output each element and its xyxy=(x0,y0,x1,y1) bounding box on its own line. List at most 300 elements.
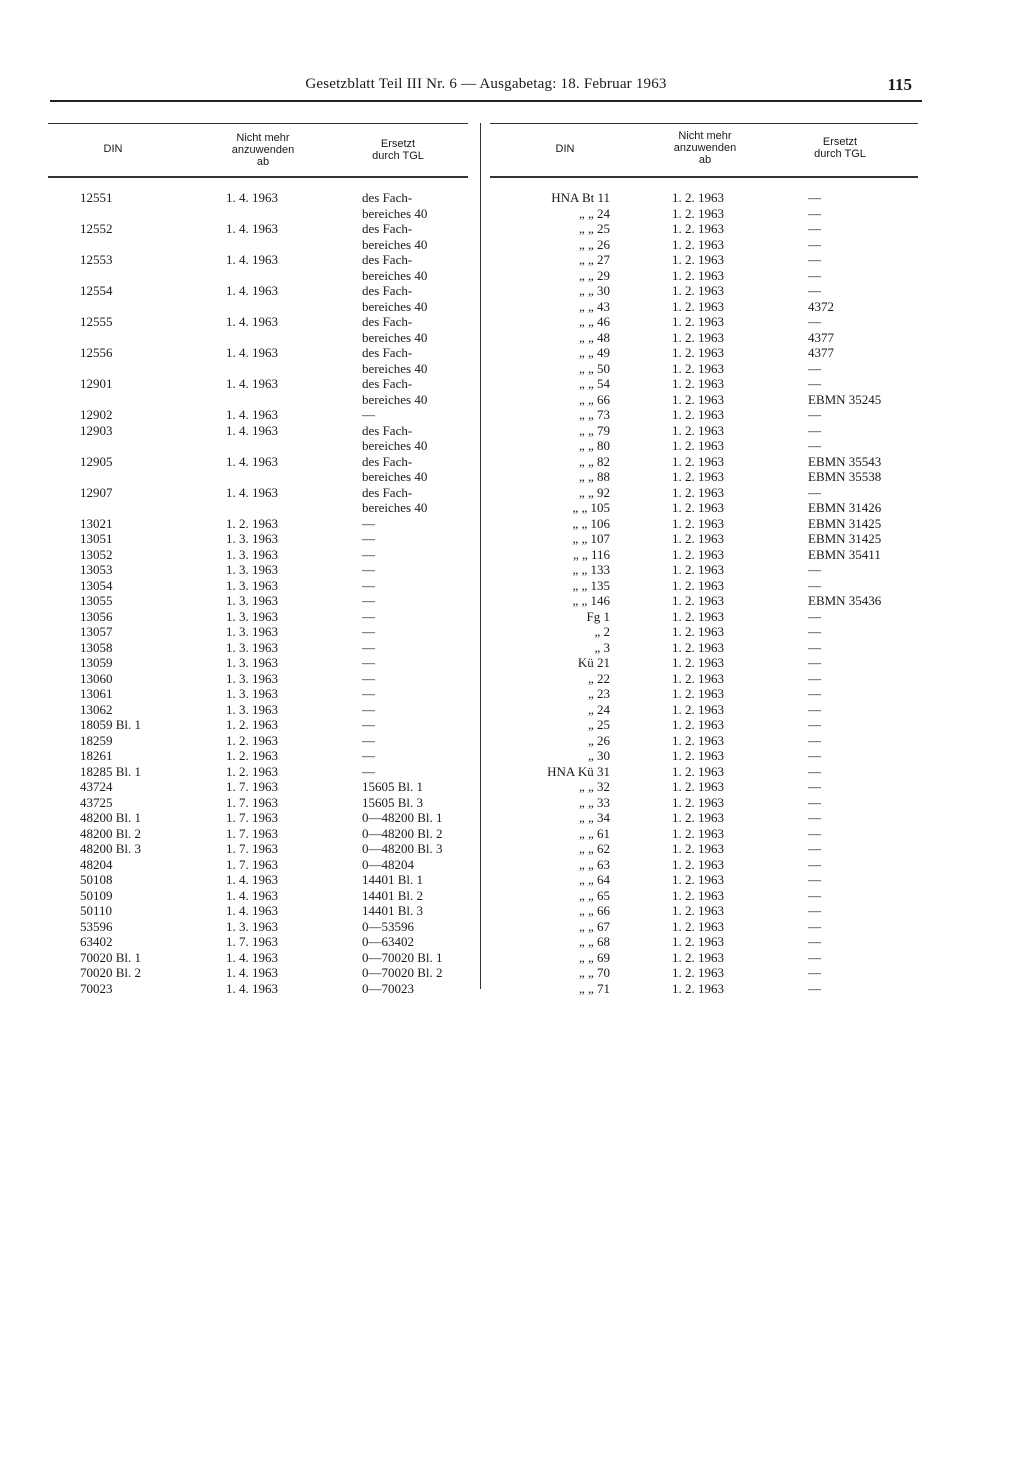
table-row xyxy=(48,562,468,578)
tgl-cell: bereiches 40 xyxy=(362,438,428,453)
table-row xyxy=(490,981,918,997)
date-cell: 1. 3. 1963 xyxy=(226,701,278,717)
din-cell: „ „ 62 xyxy=(578,841,610,856)
din-cell: „ „ 27 xyxy=(578,252,610,267)
table-row xyxy=(490,640,918,656)
table-row xyxy=(48,516,468,532)
tgl-cell: 14401 Bl. 2 xyxy=(362,887,424,903)
date-cell: 1. 2. 1963 xyxy=(672,701,724,717)
tgl-cell: — xyxy=(808,810,821,825)
date-cell: 1. 7. 1963 xyxy=(226,934,278,949)
tgl-cell: — xyxy=(362,748,375,763)
date-cell: 1. 2. 1963 xyxy=(226,515,278,531)
din-cell: 13053 xyxy=(80,562,113,577)
din-cell: 48200 Bl. 1 xyxy=(80,810,142,825)
tgl-cell: 0—53596 xyxy=(362,918,414,934)
tgl-cell: — xyxy=(808,190,821,205)
table-row xyxy=(490,950,918,966)
date-cell: 1. 4. 1963 xyxy=(226,376,278,391)
date-cell: 1. 7. 1963 xyxy=(226,856,278,872)
table-row xyxy=(48,593,468,609)
table-row xyxy=(490,268,918,284)
tgl-cell: bereiches 40 xyxy=(362,469,428,484)
din-cell: „ „ 30 xyxy=(578,283,610,298)
date-cell: 1. 4. 1963 xyxy=(226,980,278,996)
table-row xyxy=(48,702,468,718)
date-cell: 1. 2. 1963 xyxy=(672,577,724,593)
din-cell: „ „ 82 xyxy=(578,453,610,469)
date-cell: 1. 4. 1963 xyxy=(226,407,278,422)
date-cell: 1. 3. 1963 xyxy=(226,593,278,608)
date-cell: 1. 3. 1963 xyxy=(226,670,278,686)
date-cell: 1. 2. 1963 xyxy=(672,314,724,329)
table-row xyxy=(48,810,468,826)
tgl-cell: — xyxy=(362,562,375,577)
date-cell: 1. 2. 1963 xyxy=(672,252,724,267)
table-row xyxy=(48,407,468,423)
date-cell: 1. 2. 1963 xyxy=(672,531,724,546)
table-row xyxy=(490,810,918,826)
page-title: Gesetzblatt Teil III Nr. 6 — Ausgabetag: 18. Februar 1963 xyxy=(305,76,667,92)
tgl-cell: — xyxy=(808,965,821,980)
date-cell: 1. 2. 1963 xyxy=(226,763,278,779)
din-cell: 12902 xyxy=(80,407,113,422)
table-row xyxy=(490,190,918,206)
date-cell: 1. 2. 1963 xyxy=(672,422,724,438)
column-header-tgl: Ersetzt durch TGL xyxy=(372,138,424,162)
date-cell: 1. 2. 1963 xyxy=(672,438,724,453)
date-cell: 1. 3. 1963 xyxy=(226,531,278,546)
table-row xyxy=(48,934,468,950)
din-cell: „ „ 34 xyxy=(578,810,610,825)
date-cell: 1. 2. 1963 xyxy=(672,593,724,608)
table-header xyxy=(48,123,468,178)
tgl-cell: — xyxy=(808,422,821,438)
table-row xyxy=(48,314,468,330)
tgl-cell: EBMN 35245 xyxy=(808,391,882,407)
date-cell: 1. 4. 1963 xyxy=(226,190,278,205)
tgl-cell: EBMN 31425 xyxy=(808,515,882,531)
date-cell: 1. 3. 1963 xyxy=(226,918,278,934)
table-row xyxy=(490,593,918,609)
table-row xyxy=(490,671,918,687)
date-cell: 1. 2. 1963 xyxy=(672,934,724,949)
din-cell: „ „ 67 xyxy=(578,918,610,934)
tgl-cell: — xyxy=(808,407,821,422)
date-cell: 1. 4. 1963 xyxy=(226,422,278,438)
date-cell: 1. 7. 1963 xyxy=(226,794,278,810)
din-cell: 13052 xyxy=(80,546,113,562)
table-row xyxy=(490,702,918,718)
tgl-cell: — xyxy=(808,717,821,732)
tgl-cell: — xyxy=(808,872,821,887)
column-header-din: DIN xyxy=(103,143,123,155)
din-cell: 13054 xyxy=(80,577,113,593)
table-row xyxy=(48,857,468,873)
table-row xyxy=(490,795,918,811)
tgl-cell: bereiches 40 xyxy=(362,236,428,252)
date-cell: 1. 7. 1963 xyxy=(226,825,278,841)
tgl-cell: 0—70020 Bl. 2 xyxy=(362,965,443,980)
date-cell: 1. 2. 1963 xyxy=(672,190,724,205)
tgl-cell: — xyxy=(808,562,821,577)
table-row xyxy=(48,206,468,222)
table-row xyxy=(490,392,918,408)
table-row xyxy=(48,981,468,997)
table-row xyxy=(490,283,918,299)
date-cell: 1. 2. 1963 xyxy=(672,841,724,856)
date-cell: 1. 2. 1963 xyxy=(672,670,724,686)
date-cell: 1. 2. 1963 xyxy=(672,453,724,469)
table-row xyxy=(490,485,918,501)
table-row xyxy=(48,547,468,563)
tgl-cell: — xyxy=(362,655,375,670)
table-row xyxy=(48,655,468,671)
din-cell: „ „ 66 xyxy=(578,903,610,918)
tgl-cell: — xyxy=(808,438,821,453)
date-cell: 1. 2. 1963 xyxy=(672,732,724,748)
din-cell: „ „ 43 xyxy=(578,298,610,314)
date-cell: 1. 2. 1963 xyxy=(672,500,724,515)
date-cell: 1. 2. 1963 xyxy=(672,236,724,252)
table-row xyxy=(48,221,468,237)
date-cell: 1. 2. 1963 xyxy=(672,391,724,407)
table-row xyxy=(490,330,918,346)
din-cell: „ 25 xyxy=(587,717,610,732)
date-cell: 1. 3. 1963 xyxy=(226,562,278,577)
date-cell: 1. 7. 1963 xyxy=(226,810,278,825)
tgl-cell: des Fach- xyxy=(362,345,413,360)
date-cell: 1. 3. 1963 xyxy=(226,686,278,701)
tgl-cell: 4377 xyxy=(808,329,834,345)
table-row xyxy=(48,376,468,392)
date-cell: 1. 2. 1963 xyxy=(672,624,724,639)
tgl-cell: — xyxy=(808,205,821,221)
tgl-cell: — xyxy=(808,748,821,763)
tgl-cell: — xyxy=(362,531,375,546)
din-cell: „ „ 61 xyxy=(578,825,610,841)
table-row xyxy=(48,903,468,919)
column-header-date: Nicht mehr anzuwenden ab xyxy=(673,130,737,166)
din-cell: 12552 xyxy=(80,221,113,236)
din-cell: 12905 xyxy=(80,453,113,469)
tgl-cell: — xyxy=(808,670,821,686)
din-cell: „ 26 xyxy=(587,732,610,748)
din-cell: „ „ 71 xyxy=(578,980,610,996)
din-cell: „ 23 xyxy=(587,686,610,701)
din-cell: 12903 xyxy=(80,422,113,438)
date-cell: 1. 2. 1963 xyxy=(672,329,724,345)
date-cell: 1. 2. 1963 xyxy=(672,949,724,965)
table-row xyxy=(48,392,468,408)
din-cell: „ „ 66 xyxy=(578,391,610,407)
table-row xyxy=(48,190,468,206)
table-row xyxy=(48,748,468,764)
tgl-cell: — xyxy=(362,686,375,701)
date-cell: 1. 2. 1963 xyxy=(672,763,724,779)
table-body xyxy=(490,190,918,996)
din-cell: „ „ 26 xyxy=(578,236,610,252)
table-row xyxy=(48,485,468,501)
table-row xyxy=(48,578,468,594)
tgl-cell: 15605 Bl. 1 xyxy=(362,779,424,794)
table-row xyxy=(48,268,468,284)
din-cell: HNA Bt 11 xyxy=(551,190,610,205)
tgl-cell: — xyxy=(808,779,821,794)
table-row xyxy=(490,438,918,454)
tgl-cell: — xyxy=(362,608,375,624)
din-cell: „ „ 92 xyxy=(578,484,610,500)
date-cell: 1. 4. 1963 xyxy=(226,872,278,887)
din-cell: 12901 xyxy=(80,376,113,391)
tgl-cell: — xyxy=(808,267,821,283)
table-row xyxy=(490,919,918,935)
table-row xyxy=(490,748,918,764)
tgl-cell: bereiches 40 xyxy=(362,360,428,376)
date-cell: 1. 2. 1963 xyxy=(672,407,724,422)
din-cell: 13057 xyxy=(80,624,113,639)
din-cell: 48200 Bl. 2 xyxy=(80,825,142,841)
table-row xyxy=(490,764,918,780)
date-cell: 1. 2. 1963 xyxy=(672,965,724,980)
table-row xyxy=(490,376,918,392)
din-cell: „ „ 48 xyxy=(578,329,610,345)
tgl-cell: — xyxy=(808,763,821,779)
column-divider xyxy=(480,123,481,989)
tgl-cell: — xyxy=(362,717,375,732)
date-cell: 1. 3. 1963 xyxy=(226,608,278,624)
din-cell: „ 24 xyxy=(587,701,610,717)
din-cell: „ 22 xyxy=(587,670,610,686)
tgl-cell: — xyxy=(362,546,375,562)
tgl-cell: — xyxy=(808,360,821,376)
table-row xyxy=(48,872,468,888)
date-cell: 1. 2. 1963 xyxy=(672,779,724,794)
tgl-cell: — xyxy=(808,980,821,996)
din-cell: 50110 xyxy=(80,903,113,918)
tgl-cell: 0—63402 xyxy=(362,934,414,949)
table-row xyxy=(490,609,918,625)
tgl-cell: bereiches 40 xyxy=(362,267,428,283)
table-row xyxy=(48,609,468,625)
table-row xyxy=(48,624,468,640)
table-row xyxy=(48,779,468,795)
date-cell: 1. 2. 1963 xyxy=(672,360,724,376)
date-cell: 1. 3. 1963 xyxy=(226,624,278,639)
din-cell: „ „ 106 xyxy=(572,515,610,531)
tgl-cell: bereiches 40 xyxy=(362,205,428,221)
date-cell: 1. 2. 1963 xyxy=(672,267,724,283)
table-row xyxy=(48,795,468,811)
table-row xyxy=(48,454,468,470)
table-row xyxy=(48,423,468,439)
tgl-cell: — xyxy=(808,283,821,298)
din-cell: 13021 xyxy=(80,515,113,531)
date-cell: 1. 2. 1963 xyxy=(672,515,724,531)
tgl-cell: — xyxy=(808,825,821,841)
page-header xyxy=(50,74,922,102)
date-cell: 1. 2. 1963 xyxy=(672,825,724,841)
table-row xyxy=(490,407,918,423)
tgl-cell: des Fach- xyxy=(362,484,413,500)
table-row xyxy=(48,826,468,842)
din-cell: 53596 xyxy=(80,918,113,934)
din-cell: „ „ 68 xyxy=(578,934,610,949)
tgl-cell: 0—48200 Bl. 3 xyxy=(362,841,443,856)
date-cell: 1. 4. 1963 xyxy=(226,484,278,500)
din-cell: 70020 Bl. 1 xyxy=(80,949,142,965)
tgl-cell: — xyxy=(808,887,821,903)
din-cell: „ „ 88 xyxy=(578,469,610,484)
table-row xyxy=(490,655,918,671)
table-row xyxy=(490,221,918,237)
table-row xyxy=(490,206,918,222)
table-row xyxy=(48,764,468,780)
date-cell: 1. 2. 1963 xyxy=(672,686,724,701)
din-cell: „ „ 107 xyxy=(572,531,610,546)
din-cell: „ „ 46 xyxy=(578,314,610,329)
din-cell: 13060 xyxy=(80,670,113,686)
date-cell: 1. 4. 1963 xyxy=(226,314,278,329)
date-cell: 1. 2. 1963 xyxy=(672,980,724,996)
table-row xyxy=(48,841,468,857)
table-row xyxy=(48,671,468,687)
tgl-cell: des Fach- xyxy=(362,252,413,267)
date-cell: 1. 2. 1963 xyxy=(672,872,724,887)
date-cell: 1. 2. 1963 xyxy=(672,298,724,314)
tgl-cell: bereiches 40 xyxy=(362,298,428,314)
tgl-cell: — xyxy=(808,639,821,655)
din-cell: 12556 xyxy=(80,345,113,360)
tgl-cell: — xyxy=(808,252,821,267)
table-row xyxy=(490,857,918,873)
table-row xyxy=(490,578,918,594)
date-cell: 1. 2. 1963 xyxy=(672,717,724,732)
table-row xyxy=(48,965,468,981)
date-cell: 1. 4. 1963 xyxy=(226,252,278,267)
table-row xyxy=(490,841,918,857)
tgl-cell: — xyxy=(808,221,821,236)
tgl-cell: des Fach- xyxy=(362,376,413,391)
table-row xyxy=(48,438,468,454)
date-cell: 1. 2. 1963 xyxy=(672,469,724,484)
column-header-tgl: Ersetzt durch TGL xyxy=(814,136,866,160)
date-cell: 1. 2. 1963 xyxy=(672,205,724,221)
din-cell: 50108 xyxy=(80,872,113,887)
tgl-cell: — xyxy=(362,577,375,593)
tgl-cell: — xyxy=(808,686,821,701)
date-cell: 1. 2. 1963 xyxy=(672,794,724,810)
din-cell: 18259 xyxy=(80,732,113,748)
din-cell: „ „ 29 xyxy=(578,267,610,283)
din-cell: 70020 Bl. 2 xyxy=(80,965,142,980)
tgl-cell: 4372 xyxy=(808,298,834,314)
date-cell: 1. 2. 1963 xyxy=(672,376,724,391)
table-row xyxy=(48,531,468,547)
din-cell: „ „ 65 xyxy=(578,887,610,903)
table-row xyxy=(48,361,468,377)
date-cell: 1. 2. 1963 xyxy=(672,639,724,655)
tgl-cell: — xyxy=(808,655,821,670)
date-cell: 1. 2. 1963 xyxy=(672,655,724,670)
tgl-cell: EBMN 31425 xyxy=(808,531,882,546)
tgl-cell: EBMN 35436 xyxy=(808,593,882,608)
table-row xyxy=(490,314,918,330)
tgl-cell: des Fach- xyxy=(362,283,413,298)
din-cell: 13058 xyxy=(80,639,113,655)
table-row xyxy=(490,345,918,361)
date-cell: 1. 3. 1963 xyxy=(226,655,278,670)
din-cell: „ „ 116 xyxy=(572,546,610,562)
tgl-cell: — xyxy=(808,236,821,252)
table-row xyxy=(490,717,918,733)
tgl-cell: — xyxy=(808,608,821,624)
din-cell: „ „ 63 xyxy=(578,856,610,872)
tgl-cell: des Fach- xyxy=(362,422,413,438)
tgl-cell: 4377 xyxy=(808,345,834,360)
date-cell: 1. 4. 1963 xyxy=(226,453,278,469)
din-cell: 13056 xyxy=(80,608,113,624)
tgl-cell: 0—70020 Bl. 1 xyxy=(362,949,443,965)
table-row xyxy=(490,624,918,640)
din-cell: „ „ 135 xyxy=(572,577,610,593)
table-row xyxy=(48,345,468,361)
tgl-cell: bereiches 40 xyxy=(362,500,428,515)
column-header-date: Nicht mehr anzuwenden ab xyxy=(231,132,295,168)
din-cell: „ „ 50 xyxy=(578,360,610,376)
tgl-cell: — xyxy=(808,376,821,391)
tgl-cell: 0—70023 xyxy=(362,980,414,996)
tgl-cell: — xyxy=(362,407,375,422)
table-row xyxy=(48,888,468,904)
table-row xyxy=(490,469,918,485)
tgl-cell: — xyxy=(808,732,821,748)
tgl-cell: des Fach- xyxy=(362,190,413,205)
date-cell: 1. 2. 1963 xyxy=(226,732,278,748)
tgl-cell: — xyxy=(362,639,375,655)
tgl-cell: — xyxy=(362,624,375,639)
din-cell: „ „ 69 xyxy=(578,949,610,965)
tgl-cell: — xyxy=(808,577,821,593)
din-cell: „ „ 25 xyxy=(578,221,610,236)
table-row xyxy=(48,299,468,315)
date-cell: 1. 2. 1963 xyxy=(672,283,724,298)
table-row xyxy=(490,733,918,749)
table-row xyxy=(48,686,468,702)
date-cell: 1. 4. 1963 xyxy=(226,221,278,236)
din-cell: „ 3 xyxy=(594,639,610,655)
din-cell: „ „ 70 xyxy=(578,965,610,980)
tgl-cell: EBMN 31426 xyxy=(808,500,882,515)
tgl-cell: — xyxy=(362,763,375,779)
tgl-cell: — xyxy=(362,701,375,717)
tgl-cell: des Fach- xyxy=(362,453,413,469)
tgl-cell: EBMN 35543 xyxy=(808,453,882,469)
table-row xyxy=(490,826,918,842)
date-cell: 1. 4. 1963 xyxy=(226,345,278,360)
date-cell: 1. 7. 1963 xyxy=(226,779,278,794)
tgl-cell: — xyxy=(808,794,821,810)
din-cell: „ „ 33 xyxy=(578,794,610,810)
din-cell: 18285 Bl. 1 xyxy=(80,763,142,779)
table-row xyxy=(490,454,918,470)
tgl-cell: — xyxy=(808,903,821,918)
tgl-cell: — xyxy=(362,593,375,608)
din-cell: 12555 xyxy=(80,314,113,329)
date-cell: 1. 2. 1963 xyxy=(672,918,724,934)
date-cell: 1. 2. 1963 xyxy=(226,748,278,763)
table-row xyxy=(490,252,918,268)
